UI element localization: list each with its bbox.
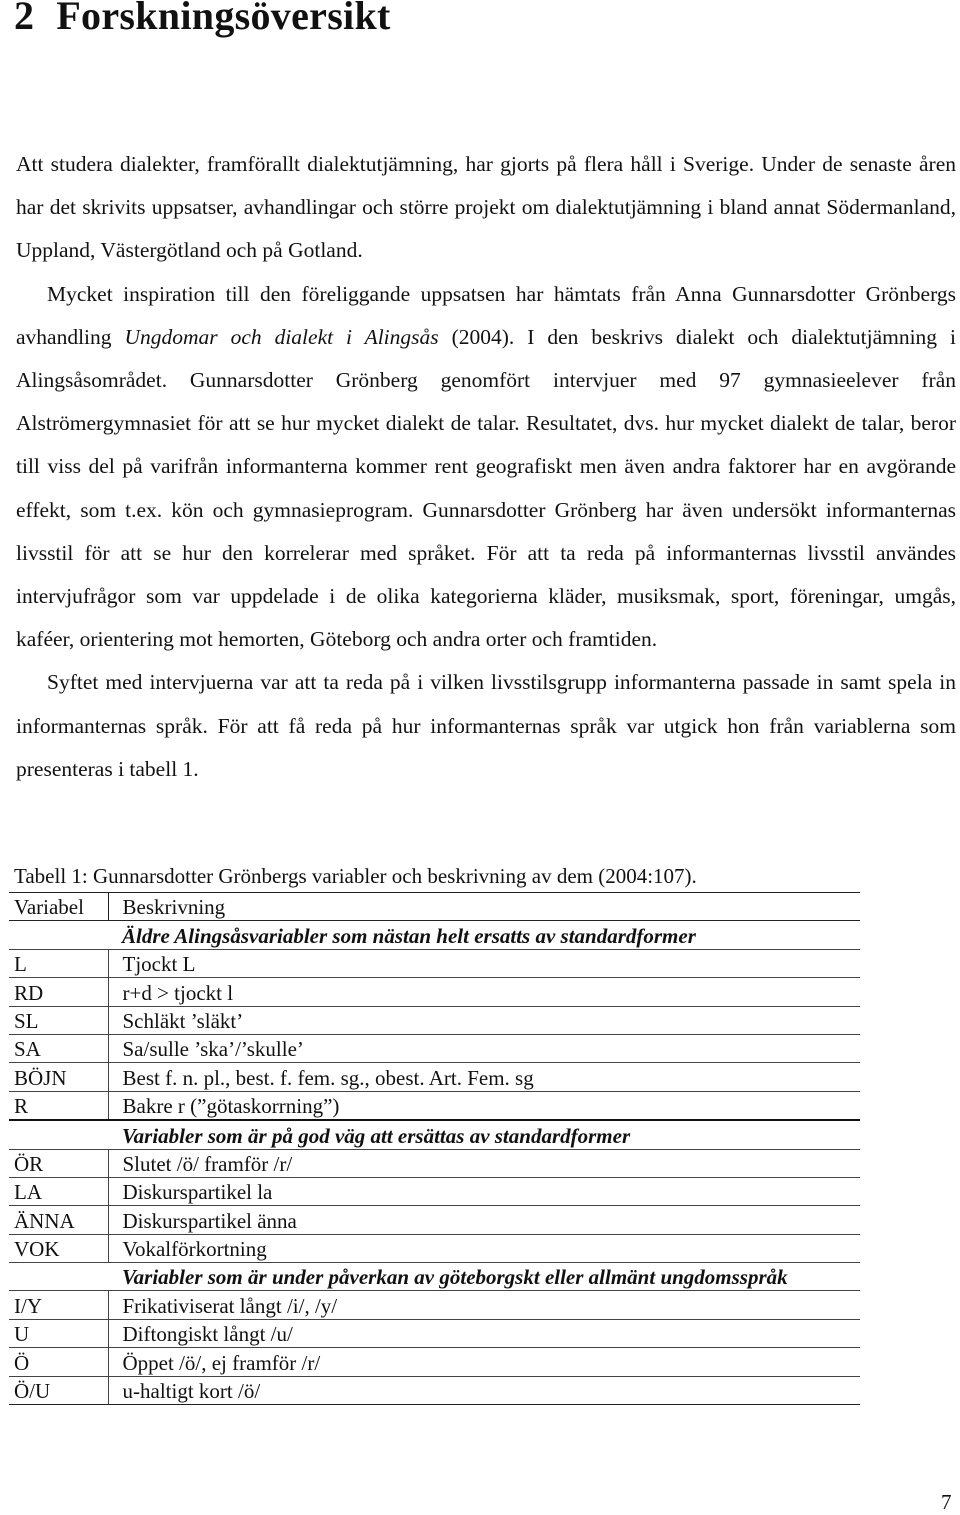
table-row	[9, 1319, 860, 1347]
table-row	[9, 1234, 860, 1262]
variable-code: L	[9, 949, 108, 977]
group-empty-cell	[9, 1120, 108, 1149]
variable-code: U	[9, 1319, 108, 1347]
variable-code: Ö	[9, 1348, 108, 1376]
table-row	[9, 1149, 860, 1177]
variable-code: SA	[9, 1034, 108, 1062]
paragraph-text: Mycket inspiration till den föreliggande uppsatsen har hämtats från Anna Gunnarsdotter Grönbergs avhandling	[16, 281, 956, 349]
variable-description: Öppet /ö/, ej framför /r/	[108, 1348, 860, 1376]
variable-description: Sa/sulle ’ska’/’skulle’	[108, 1034, 860, 1062]
variable-code: VOK	[9, 1234, 108, 1262]
section-heading	[14, 0, 391, 39]
table-row	[9, 1206, 860, 1234]
table-row	[9, 1034, 860, 1062]
column-header-beskrivning: Beskrivning	[108, 893, 860, 921]
variable-code: ÖR	[9, 1149, 108, 1177]
paragraph	[16, 273, 956, 662]
table-group-row	[9, 1263, 860, 1291]
table-body	[9, 921, 860, 1405]
paragraph	[16, 661, 956, 791]
paragraph-text: (2004). I den beskrivs dialekt och dialektutjämning i Alingsåsområdet. Gunnarsdotter Grönberg genomfört intervjuer med 97 gymnasieelever från Alströmergymnasiet för att se hur mycket dialekt de talar. Resultatet, dvs. hur mycket dialekt de talar, beror till viss del på varifrån informanterna kommer rent geografiskt men även andra faktorer har en avgörande effekt, som t.ex. kön och gymnasieprogram. Gunnarsdotter Grönberg har även undersökt informanternas livsstil för att se hur den korrelerar med språket. För att ta reda på informanternas livsstil användes intervjufrågor som var uppdelade i de olika kategorierna kläder, musiksmak, sport, föreningar, umgås, kaféer, orientering mot hemorten, Göteborg och andra orter och framtiden.	[16, 324, 956, 652]
variable-description: Diskurspartikel änna	[108, 1206, 860, 1234]
italic-book-title: Ungdomar och dialekt i Alingsås	[124, 324, 439, 349]
variable-code: LA	[9, 1177, 108, 1205]
group-empty-cell	[9, 921, 108, 949]
table-caption: Tabell 1: Gunnarsdotter Grönbergs variabler och beskrivning av dem (2004:107).	[14, 864, 697, 888]
group-title: Äldre Alingsåsvariabler som nästan helt ersatts av standardformer	[108, 921, 860, 949]
paragraph	[16, 143, 956, 273]
group-empty-cell	[9, 1263, 108, 1291]
variable-description: r+d > tjockt l	[108, 978, 860, 1006]
group-title: Variabler som är under påverkan av göteborgskt eller allmänt ungdomsspråk	[108, 1263, 860, 1291]
variable-description: Schläkt ’släkt’	[108, 1006, 860, 1034]
page-number: 7	[941, 1490, 952, 1514]
variable-code: R	[9, 1091, 108, 1120]
variable-code: BÖJN	[9, 1063, 108, 1091]
variable-description: Diftongiskt långt /u/	[108, 1319, 860, 1347]
variable-description: u-haltigt kort /ö/	[108, 1376, 860, 1404]
variable-code: SL	[9, 1006, 108, 1034]
variable-description: Best f. n. pl., best. f. fem. sg., obest. Art. Fem. sg	[108, 1063, 860, 1091]
variable-description: Frikativiserat långt /i/, /y/	[108, 1291, 860, 1319]
variable-description: Vokalförkortning	[108, 1234, 860, 1262]
group-title: Variabler som är på god väg att ersättas av standardformer	[108, 1120, 860, 1149]
table-row	[9, 1063, 860, 1091]
variable-description: Slutet /ö/ framför /r/	[108, 1149, 860, 1177]
table-header-row	[9, 893, 860, 921]
table-row	[9, 978, 860, 1006]
variable-code: Ö/U	[9, 1376, 108, 1404]
table-row	[9, 1006, 860, 1034]
variable-code: ÄNNA	[9, 1206, 108, 1234]
table-row	[9, 1376, 860, 1404]
variables-table	[9, 892, 860, 1405]
table-group-row	[9, 1120, 860, 1149]
column-header-variabel: Variabel	[9, 893, 108, 921]
section-number: 2	[14, 0, 35, 38]
paragraph-text: Syftet med intervjuerna var att ta reda på i vilken livsstilsgrupp informanterna passade in samt spela in informanternas språk. För att få reda på hur informanternas språk var utgick hon från variablerna som presenteras i tabell 1.	[16, 670, 956, 781]
table-row	[9, 1091, 860, 1120]
variable-code: RD	[9, 978, 108, 1006]
table-group-row	[9, 921, 860, 949]
variable-code: I/Y	[9, 1291, 108, 1319]
table-row	[9, 1177, 860, 1205]
section-title: Forskningsöversikt	[56, 0, 391, 38]
body-text	[16, 143, 956, 791]
variable-description: Bakre r (”götaskorrning”)	[108, 1091, 860, 1120]
table-row	[9, 1291, 860, 1319]
variable-description: Diskurspartikel la	[108, 1177, 860, 1205]
table-row	[9, 949, 860, 977]
table-row	[9, 1348, 860, 1376]
variable-description: Tjockt L	[108, 949, 860, 977]
paragraph-text: Att studera dialekter, framförallt dialektutjämning, har gjorts på flera håll i Sverige. Under de senaste åren har det skrivits uppsatser, avhandlingar och större projekt om dialektutjämning i bland annat Södermanland, Uppland, Västergötland och på Gotland.	[16, 152, 956, 263]
